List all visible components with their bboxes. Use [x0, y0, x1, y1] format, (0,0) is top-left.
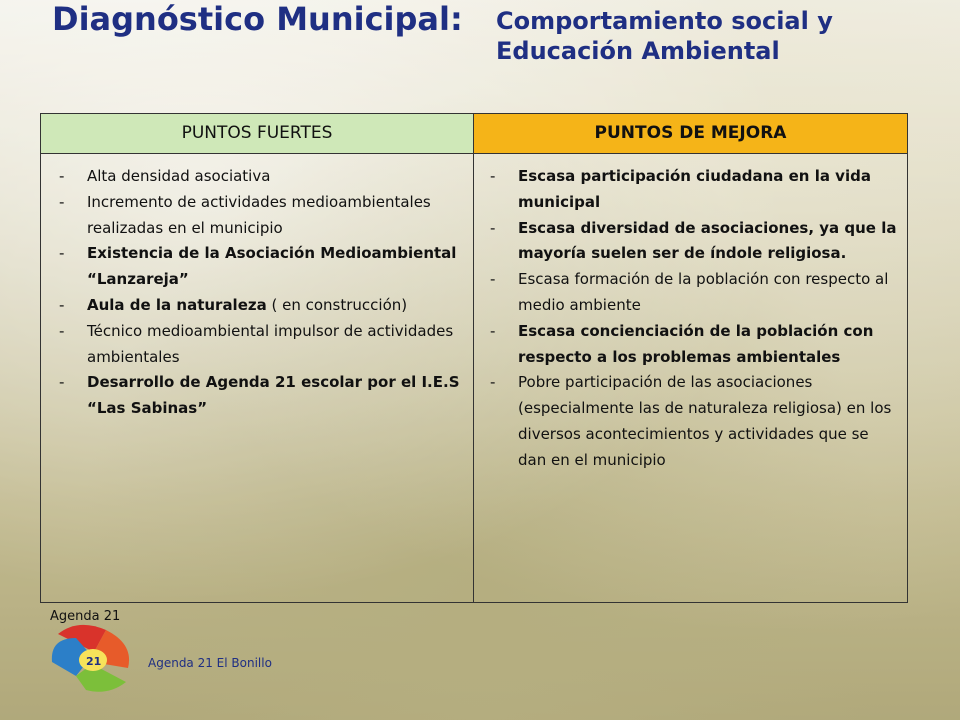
list-item: - Escasa formación de la población con respecto al medio ambiente	[482, 267, 899, 319]
list-item: - Escasa concienciación de la población con respecto a los problemas ambientales	[482, 319, 899, 371]
strengths-header: PUNTOS FUERTES	[41, 114, 473, 154]
list-item: - Escasa diversidad de asociaciones, ya que la mayoría suelen ser de índole religiosa.	[482, 216, 899, 268]
page-subtitle	[496, 6, 833, 66]
page-title: Diagnóstico Municipal:	[52, 0, 463, 38]
improvements-header: PUNTOS DE MEJORA	[474, 114, 907, 154]
logo-wordmark: Agenda 21	[50, 609, 121, 624]
list-item: - Pobre participación de las asociaciones (especialmente las de naturaleza religiosa) en los diversos acontecimientos y actividades que se dan en el municipio	[482, 370, 899, 473]
list-item: - Alta densidad asociativa	[51, 164, 465, 190]
list-item: - Técnico medioambiental impulsor de actividades ambientales	[51, 319, 465, 371]
strengths-list	[41, 154, 473, 422]
footer-label: Agenda 21 El Bonillo	[148, 656, 272, 670]
strengths-column	[41, 114, 474, 602]
list-item: - Desarrollo de Agenda 21 escolar por el I.E.S “Las Sabinas”	[51, 370, 465, 422]
list-item: - Incremento de actividades medioambientales realizadas en el municipio	[51, 190, 465, 242]
improvements-column	[474, 114, 907, 602]
list-item: - Escasa participación ciudadana en la vida municipal	[482, 164, 899, 216]
subtitle-line-1: Comportamiento social y	[496, 7, 833, 35]
diagnosis-table	[40, 113, 908, 603]
subtitle-line-2: Educación Ambiental	[496, 37, 780, 65]
list-item: - Aula de la naturaleza ( en construcción)	[51, 293, 465, 319]
list-item: - Existencia de la Asociación Medioambiental “Lanzareja”	[51, 241, 465, 293]
agenda21-logo	[48, 604, 138, 700]
improvements-list	[474, 154, 907, 474]
logo-badge-text: 21	[86, 655, 102, 668]
